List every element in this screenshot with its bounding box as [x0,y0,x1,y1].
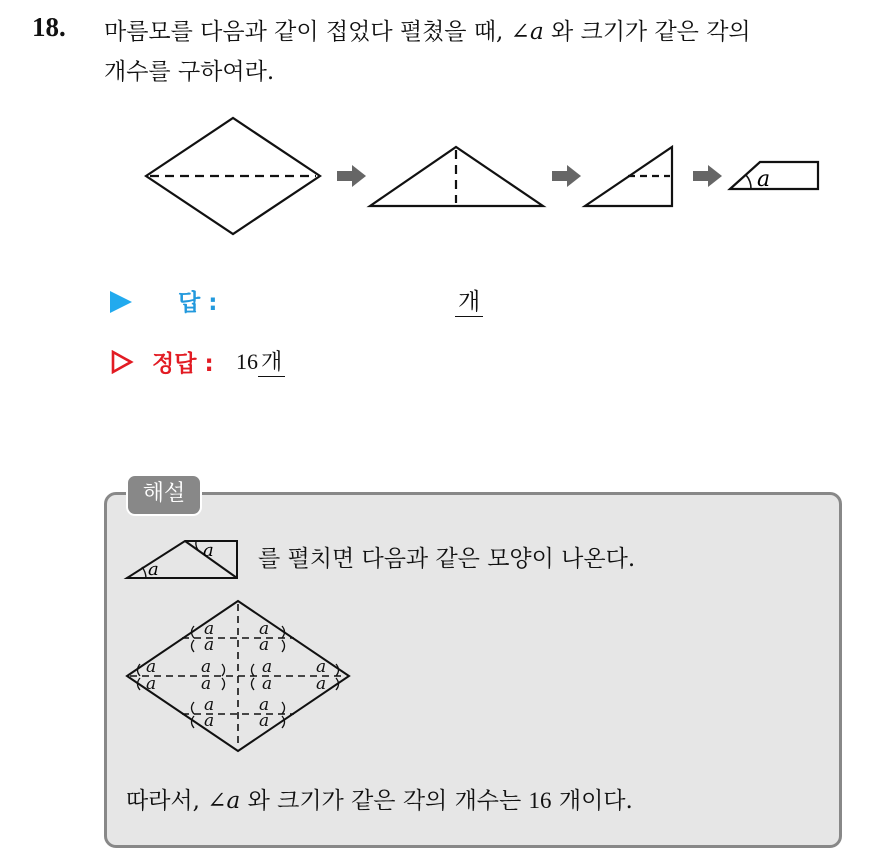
solution-line2 [126,782,633,815]
angle-label-a: a [259,619,270,639]
angle-label-a: a [204,711,215,731]
angle-label-a: a [316,674,327,694]
question-text-part2: 와 크기가 같은 각의 [550,19,751,45]
angle-label-a: a [204,619,215,639]
folded-shape-outline [127,541,237,578]
angle-arc [142,567,146,578]
angle-label-a: a [204,635,215,655]
question-number: 18. [32,12,66,42]
angle-symbol: ∠a [510,19,544,45]
solution-line2-after: 개이다. [558,788,633,814]
angle-label-a: a [259,635,270,655]
angle-label-a: a [316,657,327,677]
correct-answer-label: 정답 : [152,351,214,377]
question-text-line2: 개수를 구하여라. [104,59,275,85]
solution-line2-before: 따라서, [126,788,200,814]
correct-answer-unit: 개 [258,350,285,377]
angle-label-a: a [757,167,771,192]
answer-label: 답 : [178,290,218,316]
angle-label-a: a [201,657,212,677]
solution-tag: 해설 [126,474,202,516]
angle-label-a: a [262,657,273,677]
answer-unit: 개 [455,289,483,317]
angle-label-a: a [148,559,159,580]
angle-label-a: a [146,674,157,694]
angle-symbol: ∠a [207,788,241,814]
correct-answer-number: 16 [236,349,258,374]
angle-label-a: a [201,674,212,694]
solution-count: 16 [528,788,552,813]
solution-line1: 를 펼치면 다음과 같은 모양이 나온다. [258,546,636,572]
angle-label-a: a [203,540,214,561]
angle-label-a: a [259,695,270,715]
angle-label-a: a [204,695,215,715]
angle-label-a: a [259,711,270,731]
solution-line2-mid: 와 크기가 같은 각의 개수는 [247,788,522,814]
question-text-part1: 마름모를 다음과 같이 접었다 펼쳤을 때, [104,19,504,45]
angle-label-a: a [262,674,273,694]
angle-label-a: a [146,657,157,677]
